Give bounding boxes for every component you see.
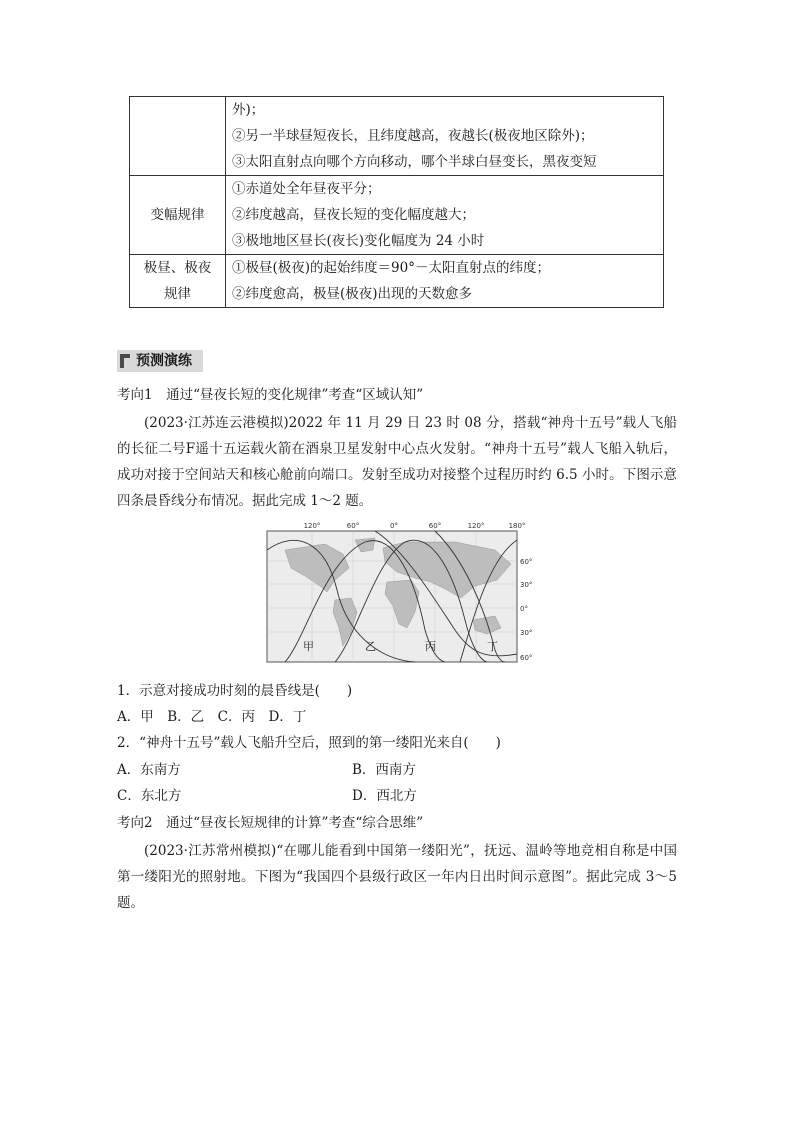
longitude-label: 60° <box>346 522 360 530</box>
longitude-labels <box>304 522 526 530</box>
table-row <box>130 176 664 255</box>
question-2-option-c: C．东北方 <box>117 788 182 804</box>
terminator-map-svg <box>265 520 540 670</box>
question-1-stem: 1．示意对接成功时刻的晨昏线是( ) <box>117 683 353 699</box>
longitude-label: 0° <box>390 522 398 530</box>
passage-2: (2023·江苏常州模拟)“在哪儿能看到中国第一缕阳光”，抚远、温岭等地竞相自称是中国第一缕阳光的照射地。下图为“我国四个县级行政区一年内日出时间示意图”。据此完成 3～5题。 <box>117 843 677 911</box>
topic-heading-1: 考向1 通过“昼夜长短的变化规律”考查“区域认知” <box>117 387 424 403</box>
latitude-label: 0° <box>520 605 528 613</box>
table-line: ②纬度越高，昼夜长短的变化幅度越大； <box>232 207 475 223</box>
table-row <box>130 255 664 308</box>
question-2-stem: 2．“神舟十五号”载人飞船升空后，照到的第一缕阳光来自( ) <box>117 735 501 751</box>
table-row <box>130 97 664 176</box>
section-marker-icon <box>120 354 130 368</box>
table-value-cell <box>226 97 664 176</box>
section-header <box>117 350 203 372</box>
passage-1: (2023·江苏连云港模拟)2022 年 11 月 29 日 23 时 08 分，搭载“神舟十五号”载人飞船的长征二号F遥十五运载火箭在酒泉卫星发射中心点火发射。“神舟十五号”载人飞船入轨后，成功对接于空间站天和核心舱前向端口。发射至成功对接整个过程历时约 6.5 小时。下图示意四条晨昏线分布情况。据此完成 1～2 题。 <box>117 415 677 509</box>
longitude-label: 60° <box>428 522 442 530</box>
curve-label: 丁 <box>487 640 498 653</box>
table-value-cell <box>226 176 664 255</box>
table-line: ③太阳直射点向哪个方向移动，哪个半球白昼变长，黑夜变短 <box>232 154 597 170</box>
latitude-label: 30° <box>520 581 533 589</box>
table-label-cell <box>130 255 226 308</box>
question-1-options: A．甲 B．乙 C．丙 D．丁 <box>117 709 307 725</box>
table-line: ②纬度愈高，极昼(极夜)出现的天数愈多 <box>232 286 473 302</box>
table-line: ①赤道处全年昼夜平分； <box>232 181 381 197</box>
curve-label: 甲 <box>303 640 314 653</box>
longitude-label: 120° <box>303 522 321 530</box>
table-label-line: 规律 <box>164 286 191 302</box>
latitude-labels <box>520 558 532 662</box>
table-value-cell <box>226 255 664 308</box>
longitude-label: 180° <box>508 522 526 530</box>
rules-table <box>129 96 664 308</box>
latitude-label: 30° <box>520 629 533 637</box>
question-2-option-a: A．东南方 <box>117 762 181 778</box>
table-line: ③极地地区昼长(夜长)变化幅度为 24 小时 <box>232 233 485 249</box>
curve-label: 丙 <box>425 640 436 653</box>
table-label-cell <box>130 97 226 176</box>
section-title: 预测演练 <box>136 353 192 369</box>
curve-label: 乙 <box>365 640 376 653</box>
topic-heading-2: 考向2 通过“昼夜长短规律的计算”考查“综合思维” <box>117 815 424 831</box>
question-2-option-b: B．西南方 <box>352 762 416 778</box>
table-line: ②另一半球昼短夜长，且纬度越高，夜越长(极夜地区除外)； <box>232 128 594 144</box>
table-label-line: 极昼、极夜 <box>143 260 212 276</box>
table-line: 外)； <box>232 102 265 118</box>
terminator-map <box>265 520 540 670</box>
question-2-option-d: D．西北方 <box>352 788 417 804</box>
longitude-label: 120° <box>467 522 485 530</box>
latitude-label: 60° <box>520 654 533 662</box>
table-line: ①极昼(极夜)的起始纬度＝90°－太阳直射点的纬度； <box>232 260 550 276</box>
table-label-cell: 变幅规律 <box>130 176 226 255</box>
latitude-label: 60° <box>520 558 533 566</box>
